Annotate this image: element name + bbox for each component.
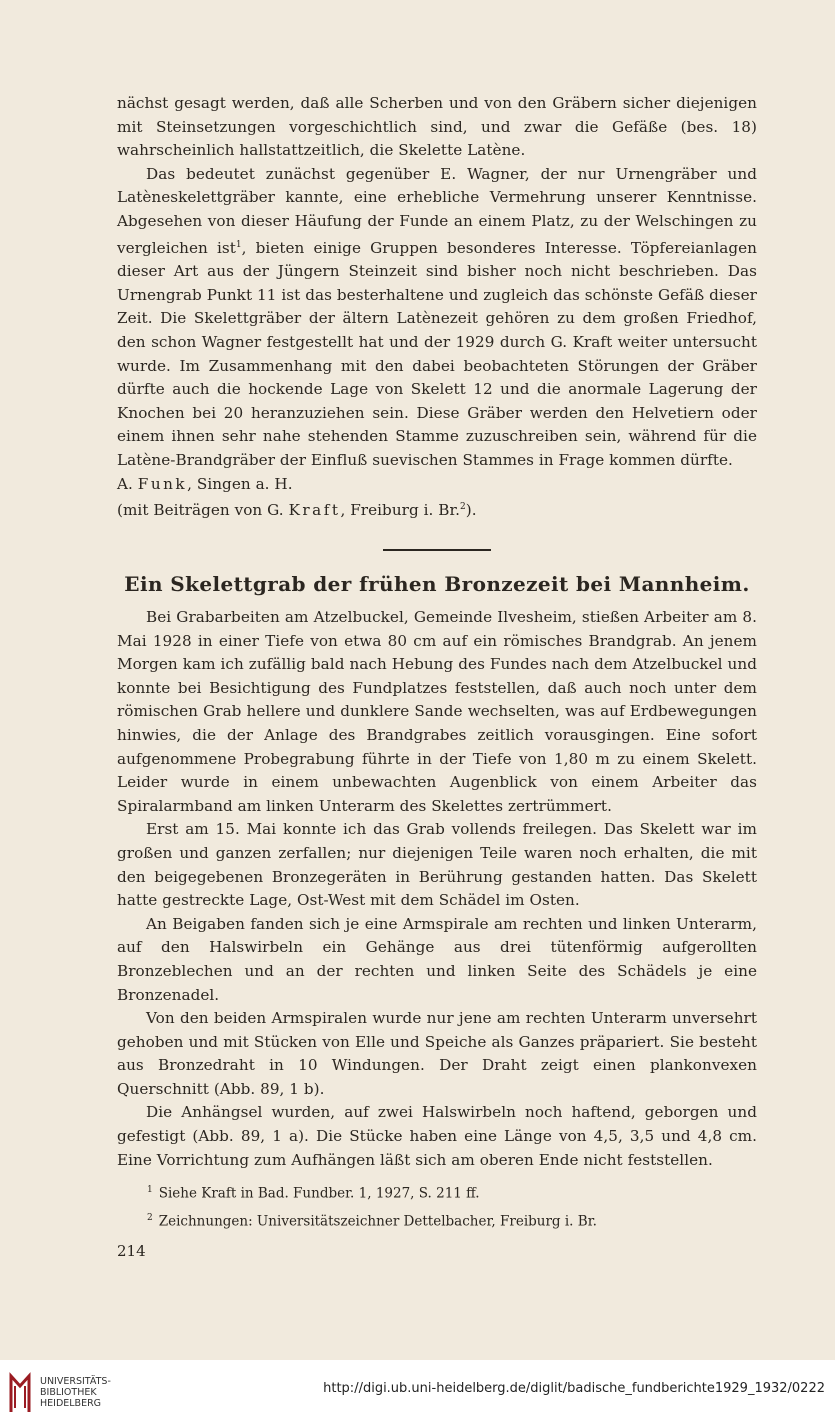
footnote-text: Siehe Kraft in Bad. Fundber. 1, 1927, S. 211 ff.	[158, 1185, 480, 1202]
signature-contrib-prefix: (mit Beiträgen von G.	[117, 501, 284, 520]
paragraph-excavation: Erst am 15. Mai konnte ich das Grab vollends freilegen. Das Skelett war im großen und ganzen zerfallen; nur diejenigen Teile waren noch erhalten, die mit den beigegebenen Bronzegeräten in Berührung gestanden hatten. Das Skelett hatte gestreckte Lage, Ost-West mit dem Schädel im Osten.	[117, 820, 757, 910]
paragraph-pendants: Die Anhängsel wurden, auf zwei Halswirbeln noch haftend, geborgen und gefestigt (Abb. 89, 1 a). Die Stücke haben eine Länge von 4,5, 3,5 und 4,8 cm. Eine Vorrichtung zum Aufhängen läßt sich am oberen Ende nicht feststellen.	[117, 1103, 757, 1169]
paragraph-wagner-part2: , bieten einige Gruppen besonderes Interesse. Töpfereianlagen dieser Art aus der Jüngern Steinzeit sind bisher noch nicht beschrieben. Das Urnengrab Punkt 11 ist das besterhaltene und zugleich das schönste Gefäß dieser Zeit. Die Skelettgräber der ältern Latènezeit gehören zu dem großen Friedhof, den schon Wagner festgestellt hat und der 1929 durch G. Kraft weiter untersucht wurde. Im Zusammenhang mit den dabei beobachteten Störungen der Gräber dürfte auch die hockende Lage von Skelett 12 und die anormale Lagerung der Knochen bei 20 heranzuziehen sein. Diese Gräber werden den Helvetiern oder einem ihnen sehr nahe stehenden Stamme zuzuschreiben sein, während für die Latène-Brandgräber der Einfluß suevischen Stammes in Frage kommen dürfte.	[117, 238, 757, 469]
paragraph-discovery: Bei Grabarbeiten am Atzelbuckel, Gemeinde Ilvesheim, stießen Arbeiter am 8. Mai 1928 in einer Tiefe von etwa 80 cm auf ein römisches Brandgrab. An jenem Morgen kam ich zufällig bald nach Hebung des Fundes nach dem Atzelbuckel und konnte bei Besichtigung des Fundplatzes feststellen, daß auch noch unter dem römischen Grab hellere und dunklere Sande wechselten, was auf Erdbewegungen hinwies, die der Anlage des Brandgrabes zeitlich vorausgingen. Eine sofort aufgenommene Probegrabung führte in der Tiefe von 1,80 m zu einem Skelett. Leider wurde in einem unbewachten Augenblick von einem Arbeiter das Spiralarmband am linken Unterarm des Skelettes zertrümmert.	[117, 608, 757, 815]
signature-author	[117, 473, 757, 497]
paragraph-continuation: nächst gesagt werden, daß alle Scherben und von den Gräbern sicher diejenigen mit Steinsetzungen vorgeschichtlich sind, und zwar die Gefäße (bes. 18) wahrscheinlich hallstattzeitlich, die Skelette Latène.	[117, 94, 757, 160]
library-name-line: BIBLIOTHEK	[40, 1387, 97, 1398]
heidelberg-library-logo-icon[interactable]	[8, 1372, 32, 1414]
library-name-line: HEIDELBERG	[40, 1398, 102, 1409]
signature-author-place: , Singen a. H.	[187, 474, 293, 493]
footnote-number: 2	[147, 1212, 153, 1223]
footnote	[117, 1206, 757, 1234]
footnote	[117, 1178, 757, 1206]
section-heading: Ein Skelettgrab der frühen Bronzezeit bei Mannheim.	[124, 572, 750, 596]
library-name[interactable]	[40, 1376, 111, 1409]
signature-author-name: Funk	[137, 474, 188, 493]
signature-contrib-name: Kraft	[288, 501, 341, 520]
paragraph-arm-spirals: Von den beiden Armspiralen wurde nur jene am rechten Unterarm unversehrt gehoben und mit Stücken von Elle und Speiche als Ganzes präpariert. Sie besteht aus Bronzedraht in 10 Windungen. Der Draht zeigt einen plankonvexen Querschnitt (Abb. 89, 1 b).	[117, 1009, 757, 1098]
footnote-text: Zeichnungen: Universitätszeichner Dettelbacher, Freiburg i. Br.	[158, 1213, 597, 1229]
top-text-block	[117, 92, 757, 523]
page-number: 214	[117, 1242, 146, 1260]
footnote-ref-2: 2	[460, 502, 466, 513]
signature-contrib-place: , Freiburg i. Br.	[340, 501, 461, 520]
footnote-number: 1	[147, 1185, 153, 1195]
section-divider	[383, 549, 491, 551]
paragraph-grave-goods: An Beigaben fanden sich je eine Armspirale am rechten und linken Unterarm, auf den Halswirbeln ein Gehänge aus drei tütenförmig aufgerollten Bronzeblechen und an der rechten und linken Seite des Schädels je eine Bronzenadel.	[117, 914, 757, 1004]
main-text-block	[117, 606, 757, 1172]
permalink-url[interactable]: http://digi.ub.uni-heidelberg.de/diglit/badische_fundberichte1929_1932/0222	[323, 1381, 825, 1396]
signature-contributor	[117, 496, 757, 523]
paragraph-wagner-part1: Das bedeutet zunächst gegenüber E. Wagner, der nur Urnengräber und Latèneskelettgräber kannte, eine erhebliche Vermehrung unserer Kenntnisse. Abgesehen von dieser Häufung der Funde an einem Platz, zu der Welschingen zu vergleichen ist	[117, 164, 757, 257]
signature-author-prefix: A.	[117, 474, 133, 493]
signature-contrib-suffix: ).	[465, 501, 477, 520]
paragraph-wagner	[117, 163, 757, 473]
footnotes	[117, 1178, 757, 1233]
footnote-ref-1: 1	[235, 239, 242, 250]
library-name-line: UNIVERSITÄTS-	[40, 1376, 111, 1387]
